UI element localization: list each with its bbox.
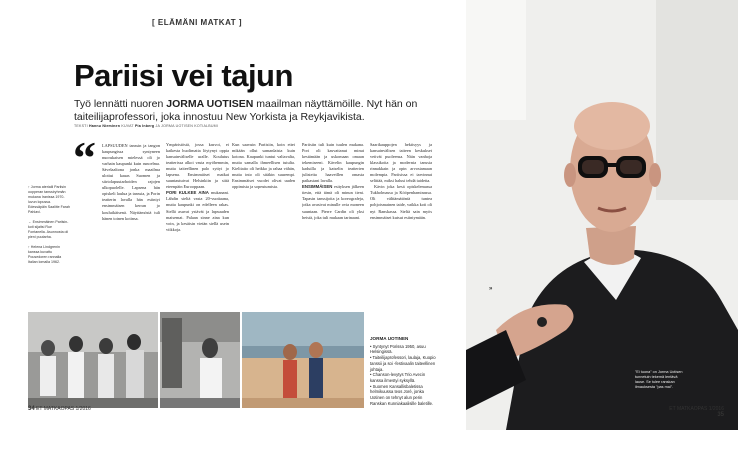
subhead-ensimmaisen: ENSIMMÄISEN	[302, 184, 333, 190]
page-number-left: 34	[28, 406, 35, 412]
album-photo-ranta	[242, 312, 364, 408]
portrait-photo	[466, 0, 738, 430]
subhead-pori: PORI KULKEE AINA	[166, 190, 209, 196]
album-photos	[28, 312, 368, 412]
caption-arrow-icon: ←	[28, 220, 33, 224]
footer-left	[28, 406, 91, 412]
credits-photos-label: KUVAT	[121, 124, 134, 128]
body-column-2: Ympäristöstä, jossa kasvoi, ei kaikesta huolimatta löytynyt oppia kansainväliselle uralle. Koulutus teatterissa alkoi vasta myöhemmin, mutta taiteellinen palo syttyi jo lapsena. Ensimmäiset matkat suuntautuivat Helsinkiin ja siitä eteenpäin Eurooppaan. PORI KULKEE AINA mukanani. Lähdin sieltä vasta 20-vuotiaana, mutta kaupunki on edelleen rakas. Siellä asuvat ystävät ja lapsuuden maisemat. Palaan sinne aina kun voin, ja kesäisin vietän siellä usein viikkoja.	[166, 142, 229, 232]
section-tag: [ ELÄMÄNI MATKAT ]	[152, 18, 243, 27]
body-column-3: Kun saavuin Pariisiin, koin ettei mikään ollut samanlaista kuin kotona. Kaupunki tuntui valtavalta, mutta samalla ihmeellisen tutulta. Kielitaito oli heikko ja rahaa vähän, mutta into oli sitäkin suurempi. Ensimmäiset vuodet olivat uuden oppimista ja sopeutumista.	[232, 142, 295, 190]
photo-captions	[28, 185, 70, 270]
lead-part2: maailman näyttämöille. Nyt hän on taiteilijaprofessori, joka innostuu New Yorkista ja Reykjavikista.	[74, 98, 418, 123]
bio-item: • Taiteilijaprofessori, laulaja, Kuopio tanssii ja soi -festivaalin taiteellinen johtaja.	[370, 355, 436, 372]
credits-text-author: Hannu Nieminen	[88, 124, 121, 128]
bio-item: • Syntynyt Porissa 1950, asuu Helsingissä.	[370, 343, 426, 355]
bio-item: • Suomen Kansallisbaletissa helmikuussa teos Jorè, jonka Uotinen on tehnyt alun perin Ranskan Kunniakaalisille baletille.	[370, 383, 434, 406]
portrait-caption: "Ei tuona" on Jorma Uotisen tunnetuin tekemä lentävä lause. Se tulee ranskan ilmauksesta "pas mal".	[635, 370, 683, 389]
caption-1: ↑ Jorma ateriaili Pariisin oopperan tanssiryhmän mukana Iranissa 1970-luvun lopussa. Edessäpäin Saaliite Farah Pahlavi.	[28, 185, 70, 214]
credits-line	[74, 124, 218, 128]
continue-arrow-icon: »	[489, 286, 493, 292]
footer-left-label: ET MATKAOPAS 1/2016	[36, 406, 91, 412]
article-lead	[74, 98, 474, 123]
album-photo-iran	[28, 312, 158, 408]
footer-right-label: ET MATKAOPAS 1/2016	[669, 406, 724, 412]
bio-title: JORMA UOTINEN	[370, 336, 409, 341]
article-headline: Pariisi vei tajun	[74, 58, 293, 93]
lead-part1: Työ lennätti nuoren	[74, 98, 167, 110]
bio-box	[370, 336, 436, 406]
body-column-1: LAPSUUDEN tanssin ja tangon kaupungissa syntyneen nuorukaisen mielessä oli jo varhain kaupunki kuin runoelma. Sävelaaltona jonka maailma ulottui kauas Suomen ja siirtolapuutarhoiden rajojen ulkopuolelle. Lapsena hän opiskeli laulua ja tanssia, ja Porin teatterin lavalla hän esiintyi ensimmäisen kerran jo kouluikäisenä. Näyttämöstä tuli hänen toinen kotinsa.	[102, 143, 160, 221]
bio-item: • Chanson-levytys Trio Avecin kanssa ilmestyi syksyllä.	[370, 372, 426, 383]
credits-photos-suffix: JA JORMA UOTISEN KOTIALBUMI	[155, 124, 219, 128]
body-column-4: Pariisiin tuli kuin tuulen mukana. Pori oli kasvattanut minut kestämään ja uskomaan omaan tekemiseeni. Kävelin kaupungin kaduilla ja katselin teatterien julisteita haaveillen omasta paikastani lavalla. ENSIMMÄISEN esityksen jälkeen tiesin, että tämä oli minun tieni. Tapasin tanssijoita ja koreografeja, jotka avasivat minulle ovia moneen suuntaan. Pierre Cardin oli yksi heistä, joka tuli mukaan tarinaani.	[302, 142, 364, 220]
quote-mark-icon: “	[73, 132, 96, 183]
body-column-5: Saarikauppojen hektisyys ja kansainvälisen taiteen keskukset vetivät puoleensa. Näin vanhoja klassikoita ja modernia tanssia rinnakkain ja opin arvostamaan molempia. Pariisissa ei tarvinnut selittää, miksi halusi tehdä taidetta. Kävin joka kesä opiskelemassa Tukholmassa ja Kööpenhaminassa. Oli välttämätöntä tuntea pohjoismainen taide, vaikka koti oli nyt Ranskassa. Sieltä sain myös ensimmäiset kutsut esiintymään.	[370, 142, 432, 220]
caption-3: ↑ Helena Lindgrenin kanssa kuvattu Pousedoren rannalla Italian lomalla 1962.	[28, 245, 62, 264]
portrait-illustration	[466, 0, 738, 430]
caption-2: ← Ensimmäinen Pariisin-koti sijaitsi Rue Fontanella. Asunnosta oli pieni puutarha.	[28, 220, 69, 239]
album-photo-pariisi-koti	[160, 312, 240, 408]
caption-arrow-icon: ↑	[28, 245, 31, 249]
page-number-right: 35	[717, 412, 724, 418]
credits-text-label: TEKSTI	[74, 124, 88, 128]
footer-right	[662, 406, 724, 418]
lead-name: JORMA UOTISEN	[166, 98, 254, 110]
credits-photos-author: Pia Inberg	[134, 124, 155, 128]
caption-arrow-icon: ↑	[28, 185, 31, 189]
